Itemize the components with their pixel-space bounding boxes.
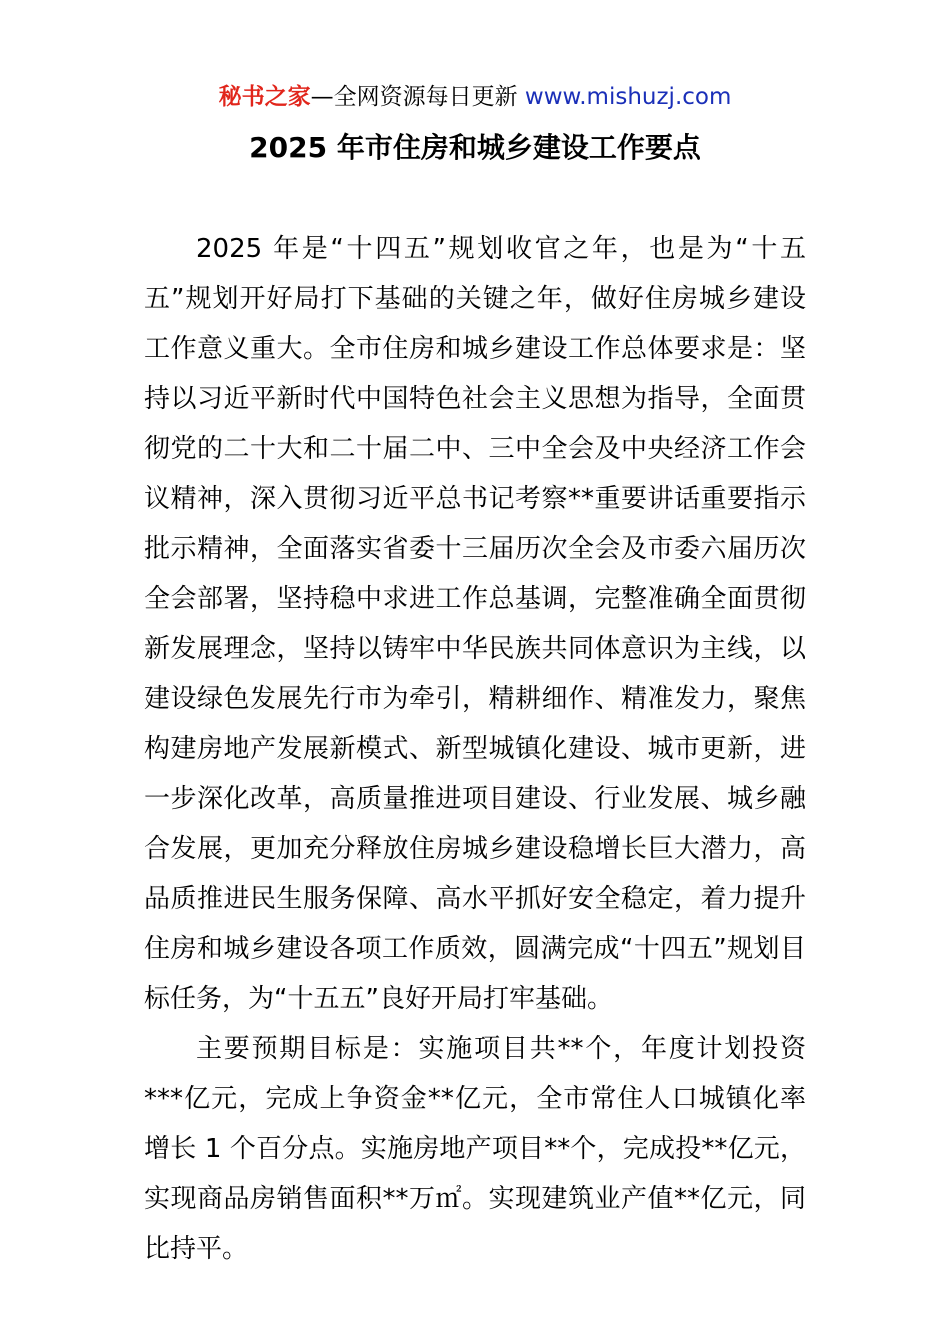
document-title: 2025 年市住房和城乡建设工作要点: [249, 131, 701, 164]
document-body: [144, 224, 806, 1274]
site-header: [0, 80, 950, 114]
paragraph-expected-targets: 主要预期目标是：实施项目共**个，年度计划投资***亿元，完成上争资金**亿元，全市常住人口城镇化率增长 1 个百分点。实施房地产项目**个，完成投**亿元，实现商品房销售面积**万㎡。实现建筑业产值**亿元，同比持平。: [144, 1034, 806, 1264]
header-slogan: —全网资源每日更新: [310, 84, 518, 110]
site-url[interactable]: www.mishuzj.com: [524, 84, 732, 110]
brand-name: 秘书之家: [218, 84, 311, 110]
paragraph-general-requirements: 2025 年是“十四五”规划收官之年，也是为“十五五”规划开好局打下基础的关键之年，做好住房城乡建设工作意义重大。全市住房和城乡建设工作总体要求是：坚持以习近平新时代中国特色社会主义思想为指导，全面贯彻党的二十大和二十届二中、三中全会及中央经济工作会议精神，深入贯彻习近平总书记考察**重要讲话重要指示批示精神，全面落实省委十三届历次全会及市委六届历次全会部署，坚持稳中求进工作总基调，完整准确全面贯彻新发展理念，坚持以铸牢中华民族共同体意识为主线，以建设绿色发展先行市为牵引，精耕细作、精准发力，聚焦构建房地产发展新模式、新型城镇化建设、城市更新，进一步深化改革，高质量推进项目建设、行业发展、城乡融合发展，更加充分释放住房城乡建设稳增长巨大潜力，高品质推进民生服务保障、高水平抓好安全稳定，着力提升住房和城乡建设各项工作质效，圆满完成“十四五”规划目标任务，为“十五五”良好开局打牢基础。: [144, 234, 806, 1014]
